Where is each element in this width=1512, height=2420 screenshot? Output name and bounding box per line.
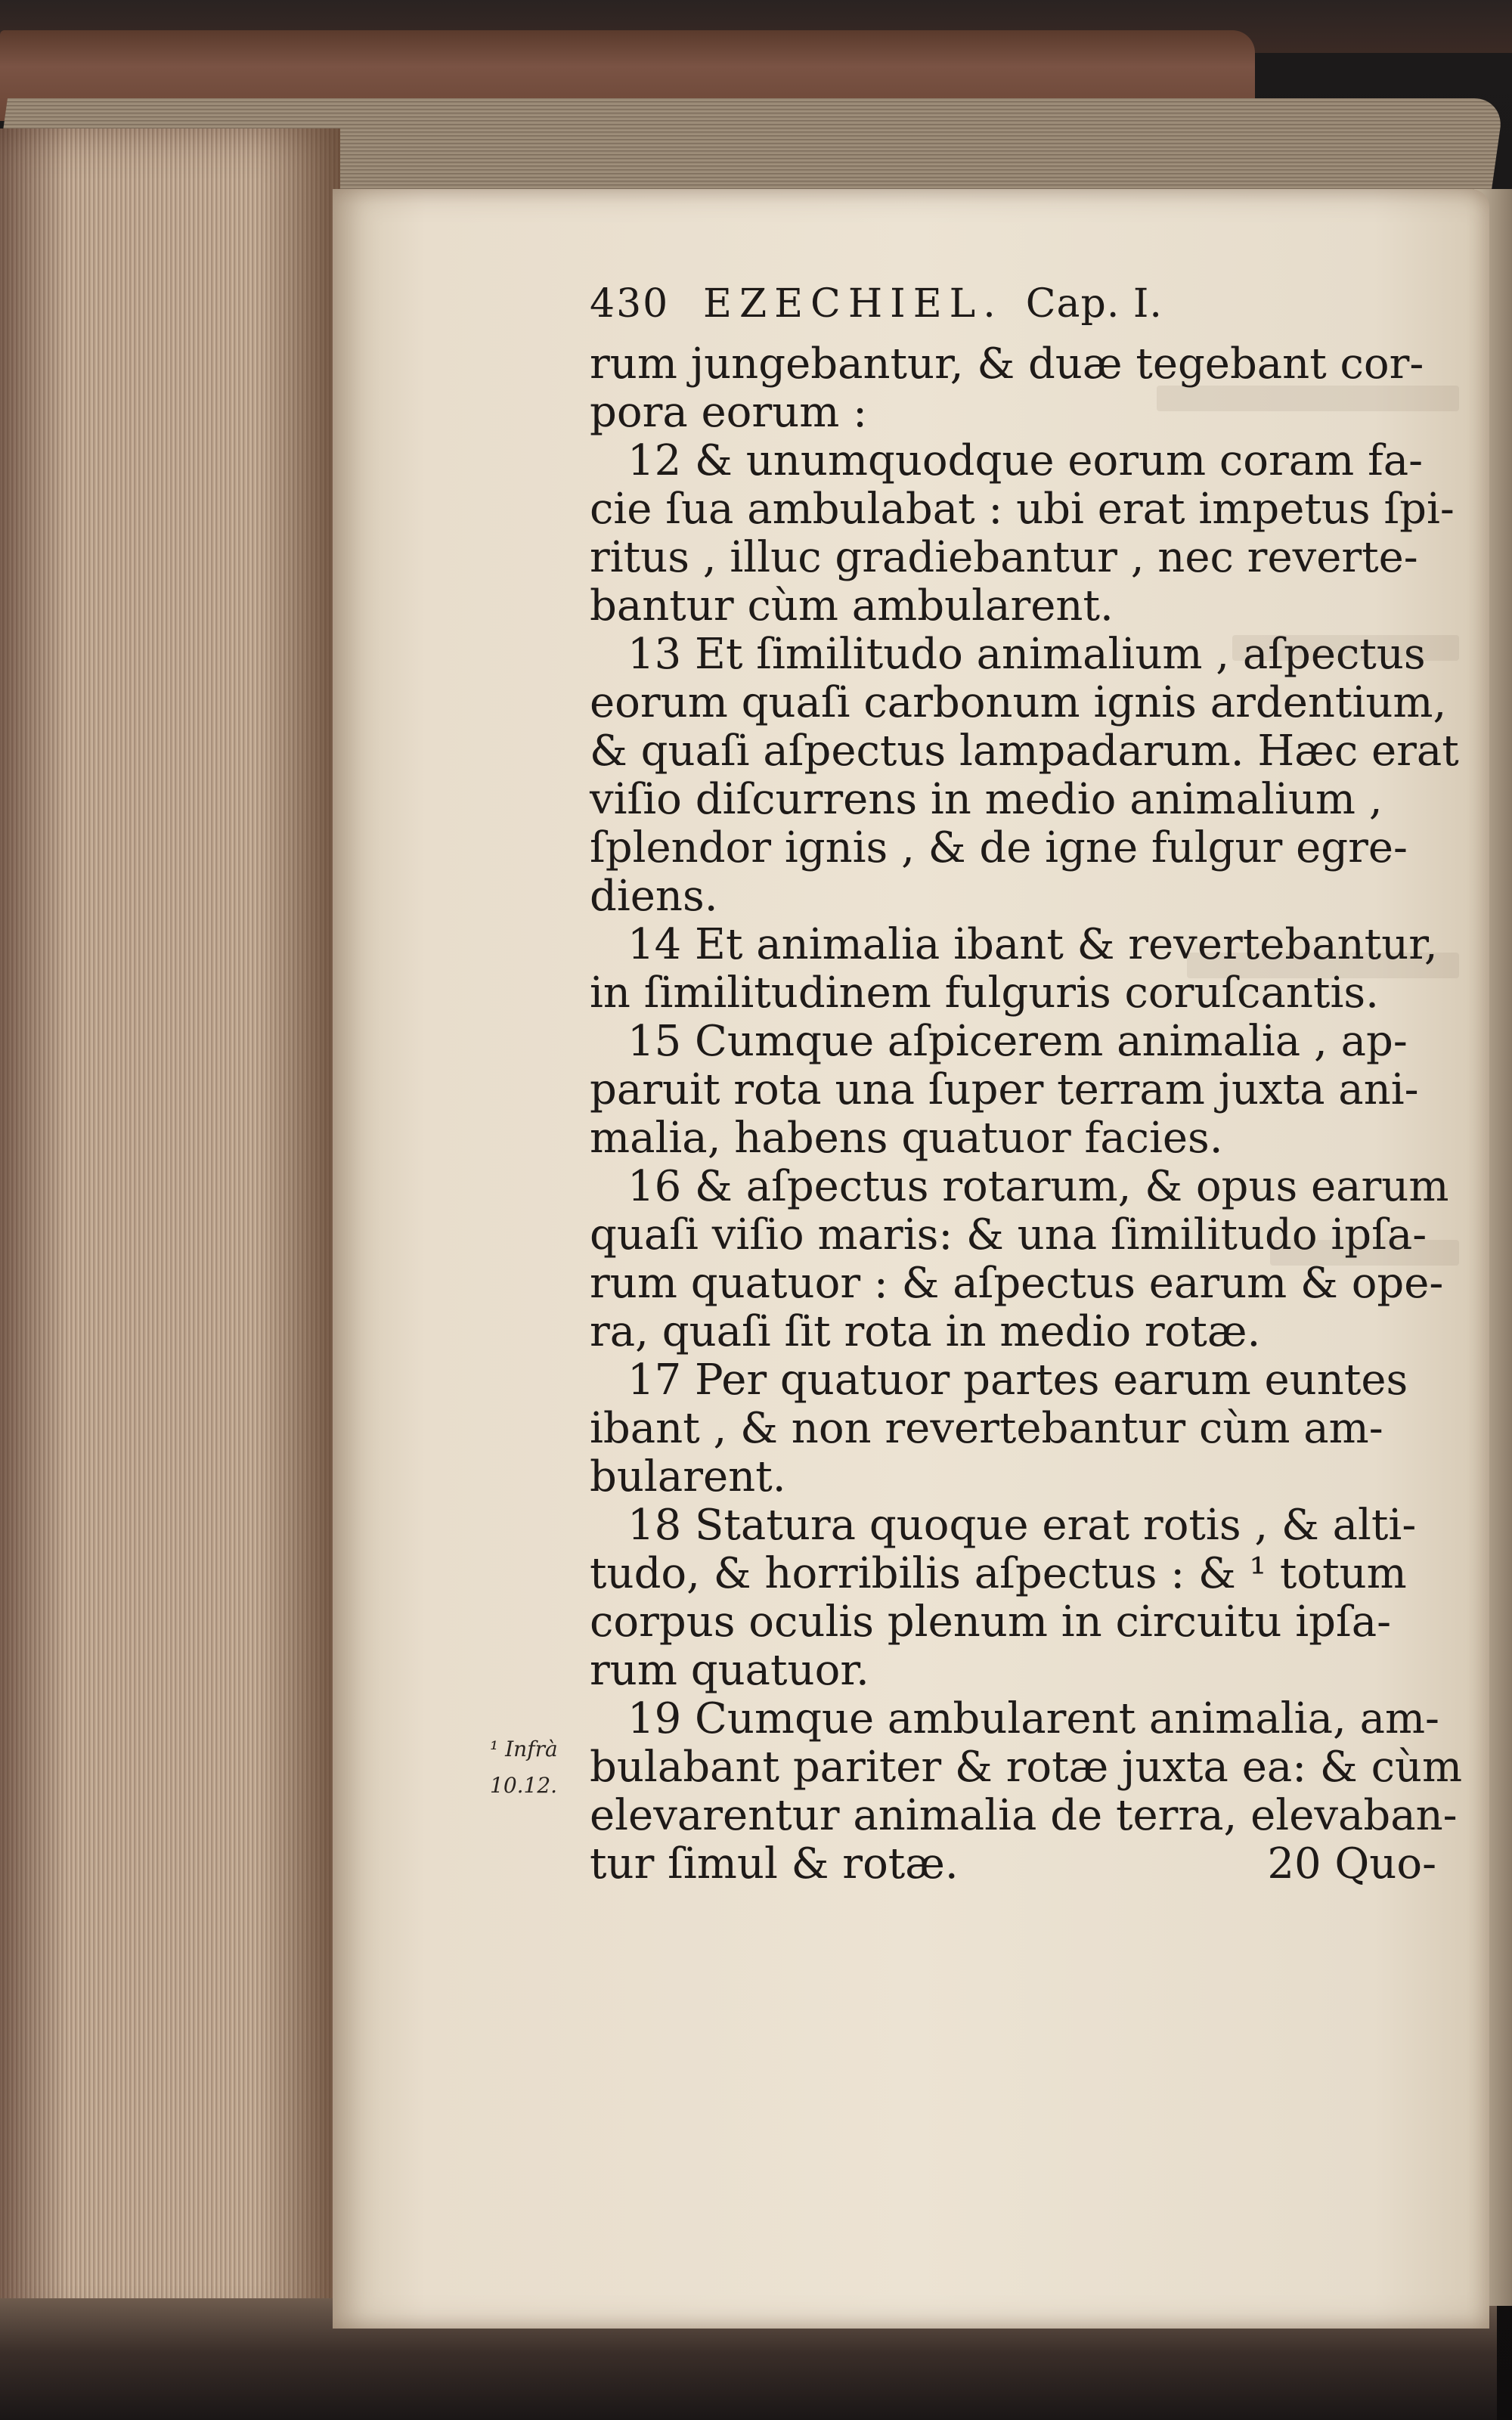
text-line: ſplendor ignis , & de igne fulgur egre- (590, 823, 1408, 872)
text-line: quaſi viſio maris: & una ſimilitudo ipſa- (590, 1210, 1427, 1260)
final-line (590, 1840, 1436, 1889)
verse-start-line: 15 Cumque aſpicerem animalia , ap- (627, 1017, 1408, 1066)
page-stack-shading (0, 129, 340, 2336)
text-line-end: tur ſimul & rotæ. (590, 1839, 959, 1889)
verse-start-line: 12 & unumquodque eorum coram fa- (627, 436, 1424, 485)
text-line: tudo, & horribilis aſpectus : & ¹ totum (590, 1549, 1407, 1598)
text-line: paruit rota una ſuper terram juxta ani- (590, 1065, 1419, 1114)
text-line: eorum quaſi carbonum ignis ardentium, (590, 678, 1447, 727)
text-line: cie ſua ambulabat : ubi erat impetus ſpi- (590, 485, 1455, 534)
text-line: viſio diſcurrens in medio animalium , (590, 775, 1383, 824)
verse-start-line: 16 & aſpectus rotarum, & opus earum (627, 1162, 1449, 1211)
text-line: ritus , illuc gradiebantur , nec reverte- (590, 533, 1418, 582)
text-line: rum quatuor : & aſpectus earum & ope- (590, 1259, 1444, 1308)
text-line: corpus oculis plenum in circuitu ipſa- (590, 1597, 1392, 1647)
running-head: EZECHIEL. (703, 281, 1003, 327)
text-line: elevarentur animalia de terra, elevaban- (590, 1791, 1458, 1840)
text-line: pora eorum : (590, 388, 867, 437)
text-line: rum jungebantur, & duæ tegebant cor- (590, 339, 1424, 389)
text-column (590, 280, 1463, 1889)
verse-start-line: 19 Cumque ambularent animalia, am- (627, 1694, 1439, 1743)
text-line: bulabant pariter & rotæ juxta ea: & cùm (590, 1743, 1463, 1792)
chapter-label: Cap. I. (1025, 281, 1163, 327)
verse-start-line: 18 Statura quoque erat rotis , & alti- (627, 1501, 1417, 1550)
verse-start-line: 14 Et animalia ibant & revertebantur, (627, 920, 1438, 969)
marginal-reference-line: 10.12. (490, 1773, 558, 1798)
text-line: rum quatuor. (590, 1646, 869, 1695)
text-line: ra, quaſi ſit rota in medio rotæ. (590, 1307, 1261, 1356)
text-line: bantur cùm ambularent. (590, 581, 1114, 631)
marginal-reference-line: ¹ Infrà (490, 1737, 558, 1762)
running-header (590, 280, 1436, 340)
marginal-reference (490, 1731, 558, 1804)
verse-start-line: 17 Per quatuor partes earum euntes (627, 1356, 1408, 1405)
text-line: & quaſi aſpectus lampadarum. Hæc erat (590, 727, 1459, 776)
catchword: 20 Quo- (1267, 1839, 1436, 1889)
text-line: ibant , & non revertebantur cùm am- (590, 1404, 1383, 1453)
verse-start-line: 13 Et ſimilitudo animalium , aſpectus (627, 630, 1426, 679)
text-line: malia, habens quatuor facies. (590, 1114, 1223, 1163)
text-line: diens. (590, 872, 718, 921)
text-line: in ſimilitudinem fulguris coruſcantis. (590, 968, 1379, 1018)
text-line: bularent. (590, 1452, 786, 1501)
page-number: 430 (590, 281, 670, 327)
